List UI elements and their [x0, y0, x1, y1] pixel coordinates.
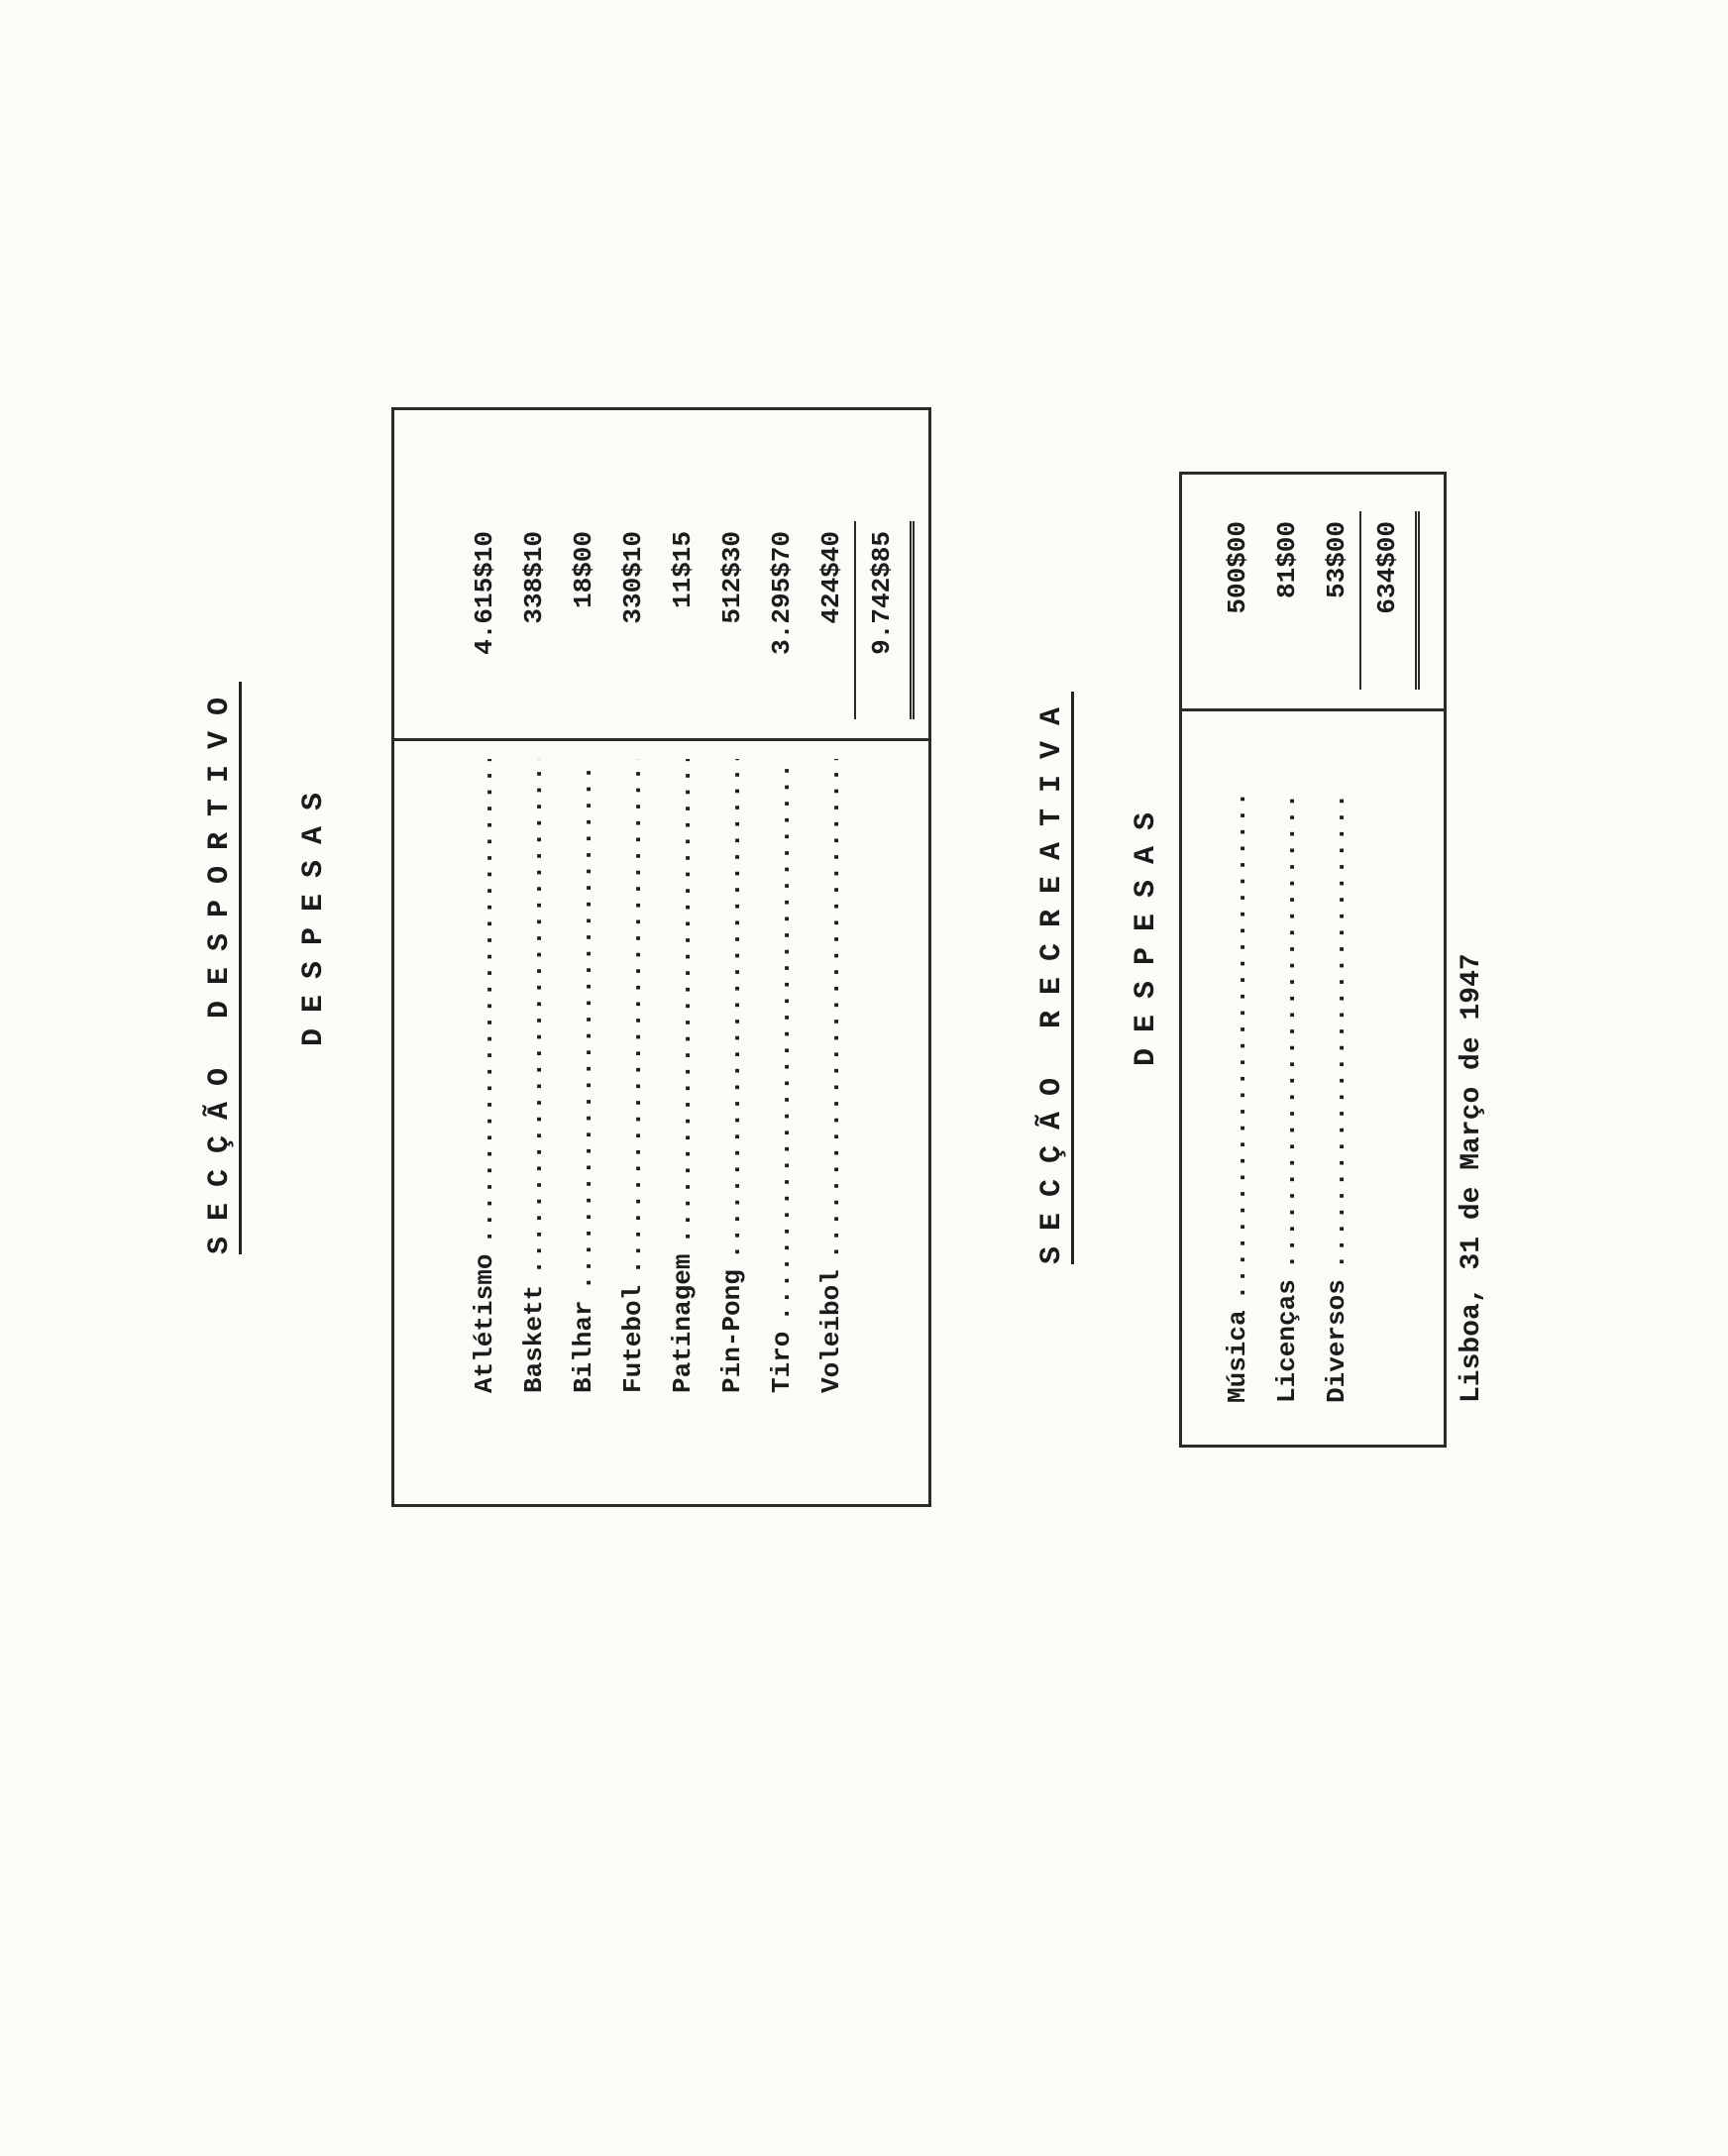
ledger-row [808, 759, 855, 1393]
ledger-row [1313, 789, 1360, 1403]
dot-leader [816, 759, 846, 1259]
section-total: 9.742$85 [867, 531, 897, 655]
dot-leader [767, 759, 797, 1322]
ledger-row [609, 759, 657, 1393]
row-label: Atlétismo [470, 1253, 499, 1393]
row-label: Futebol [618, 1284, 648, 1393]
row-amount: 4.615$10 [470, 531, 499, 655]
row-label: Pin-Pong [717, 1269, 747, 1393]
row-amount: 424$40 [816, 531, 846, 624]
row-amount: 53$00 [1322, 521, 1351, 599]
section-total: 634$00 [1372, 521, 1402, 614]
dot-leader [1223, 789, 1252, 1300]
row-amount: 11$15 [668, 531, 698, 609]
row-amount: 512$30 [717, 531, 747, 624]
row-amount: 81$00 [1272, 521, 1302, 599]
dot-leader [519, 759, 549, 1275]
section-subtitle-desportivo: DESPESAS [297, 776, 331, 1046]
row-label: Bilhar [569, 1300, 598, 1393]
ledger-row [708, 759, 756, 1393]
ledger-column-divider [394, 738, 928, 741]
section-title-desportivo: SECÇÃO DESPORTIVO [203, 682, 242, 1254]
row-amount: 500$00 [1223, 521, 1252, 614]
dot-leader [1322, 789, 1351, 1269]
section-title-recreativa: SECÇÃO RECREATIVA [1035, 692, 1074, 1264]
ledger-row [659, 759, 706, 1393]
row-label: Tiro [767, 1331, 797, 1393]
dot-leader [668, 759, 698, 1244]
subtotal-rule [1359, 511, 1361, 690]
row-label: Licenças [1272, 1279, 1302, 1403]
row-amount: 3.295$70 [767, 531, 797, 655]
dot-leader [470, 759, 499, 1244]
dot-leader [717, 759, 747, 1259]
ledger-row [758, 759, 806, 1393]
dot-leader [618, 759, 648, 1275]
total-double-rule [910, 521, 915, 719]
row-label: Voleibol [816, 1269, 846, 1393]
ledger-row [1214, 789, 1261, 1403]
ledger-row [1263, 789, 1311, 1403]
ledger-row [560, 759, 607, 1393]
ledger-row [461, 759, 508, 1393]
row-label: Patinagem [668, 1253, 698, 1393]
ledger-column-divider [1182, 708, 1444, 711]
subtotal-rule [854, 521, 856, 719]
row-amount: 330$10 [618, 531, 648, 624]
dot-leader [1272, 789, 1302, 1269]
row-amount: 18$00 [569, 531, 598, 609]
place-date-line: Lisboa, 31 de Março de 1947 [1457, 953, 1487, 1403]
row-label: Diversos [1322, 1279, 1351, 1403]
row-label: Baskett [519, 1284, 549, 1393]
total-double-rule [1415, 511, 1420, 690]
row-label: Música [1223, 1310, 1252, 1403]
section-subtitle-recreativa: DESPESAS [1130, 796, 1163, 1066]
ledger-row [510, 759, 558, 1393]
dot-leader [569, 759, 598, 1290]
row-amount: 338$10 [519, 531, 549, 624]
